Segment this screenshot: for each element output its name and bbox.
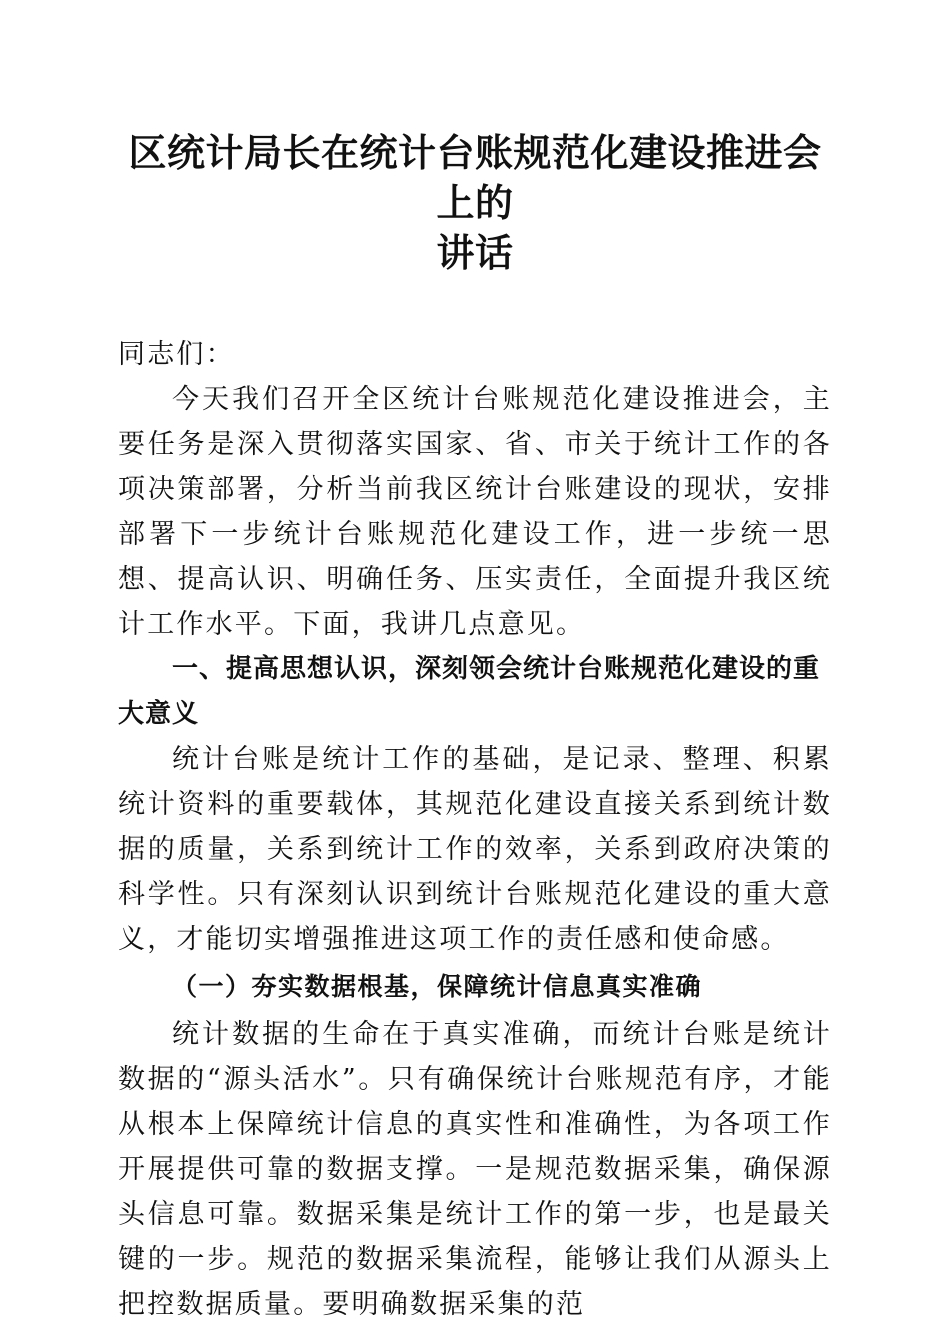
paragraph-data-foundation: 统计数据的生命在于真实准确，而统计台账是统计数据的“源头活水”。只有确保统计台账规范有序，才能从根本上保障统计信息的真实性和准确性，为各项工作开展提供可靠的数据支撑。一是规范数据采集，确保源头信息可靠。数据采集是统计工作的第一步，也是最关键的一步。规范的数据采集流程，能够让我们从源头上把控数据质量。要明确数据采集的范 bbox=[118, 1019, 832, 1320]
title-line-1: 区统计局长在统计台账规范化建设推进会上的 bbox=[128, 130, 822, 225]
document-title bbox=[118, 128, 832, 278]
document-page bbox=[118, 128, 832, 1327]
salutation: 同志们： bbox=[118, 339, 235, 370]
paragraph-intro: 今天我们召开全区统计台账规范化建设推进会，主要任务是深入贯彻落实国家、省、市关于统计工作的各项决策部署，分析当前我区统计台账建设的现状，安排部署下一步统计台账规范化建设工作，进一步统一思想、提高认识、明确任务、压实责任，全面提升我区统计工作水平。下面，我讲几点意见。 bbox=[118, 384, 832, 640]
paragraph-significance: 统计台账是统计工作的基础，是记录、整理、积累统计资料的重要载体，其规范化建设直接关系到统计数据的质量，关系到统计工作的效率，关系到政府决策的科学性。只有深刻认识到统计台账规范化建设的重大意义，才能切实增强推进这项工作的责任感和使命感。 bbox=[118, 744, 832, 955]
title-line-2: 讲话 bbox=[436, 230, 514, 275]
subsection-heading-1: （一）夯实数据根基，保障统计信息真实准确 bbox=[172, 972, 703, 1001]
section-heading-1: 一、提高思想认识，深刻领会统计台账规范化建设的重大意义 bbox=[118, 654, 821, 729]
